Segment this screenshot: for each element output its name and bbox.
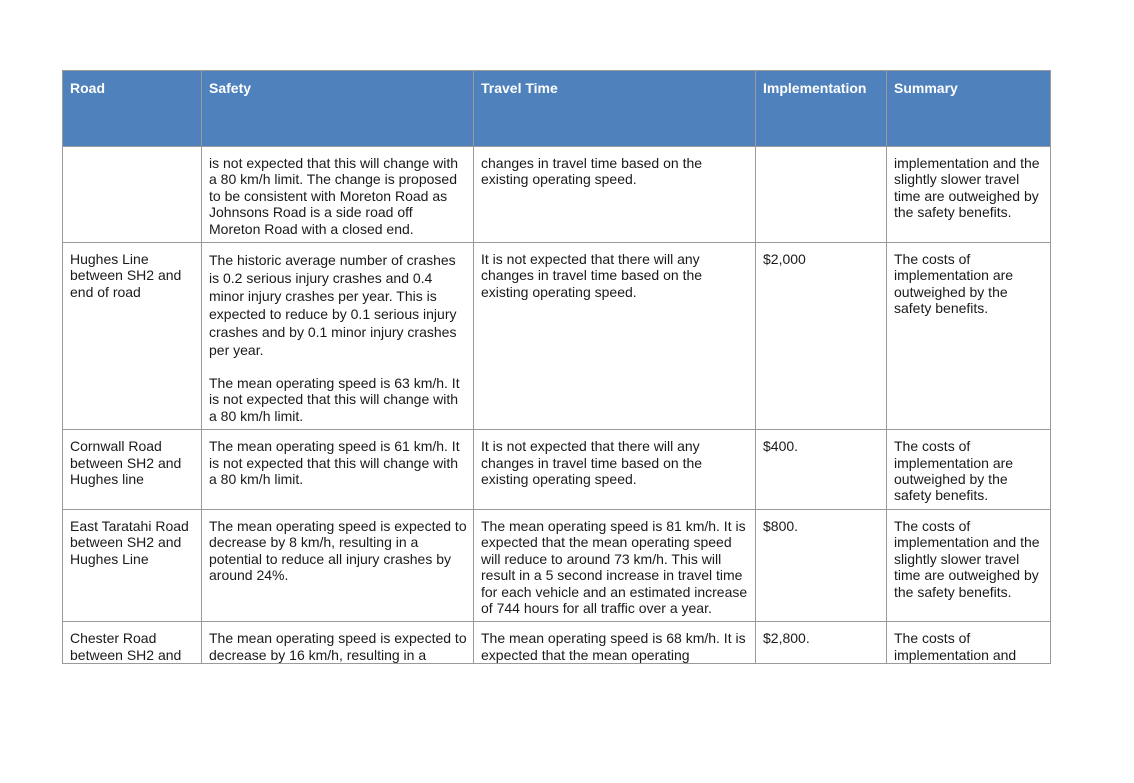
cell-safety: is not expected that this will change with a 80 km/h limit. The change is proposed to be consistent with Moreton Road as Johnsons Road is a side road off Moreton Road with a closed end. <box>202 147 474 243</box>
cell-travel-time: The mean operating speed is 68 km/h. It is expected that the mean operating <box>474 622 756 664</box>
speed-limit-assessment-table <box>62 70 1051 664</box>
table-row <box>63 622 1051 664</box>
header-row <box>63 71 1051 147</box>
cell-road: Cornwall Road between SH2 and Hughes line <box>63 430 202 510</box>
cell-travel-time: It is not expected that there will any changes in travel time based on the existing operating speed. <box>474 243 756 430</box>
header-road: Road <box>63 71 202 147</box>
cell-summary: The costs of implementation and <box>887 622 1051 664</box>
table-row <box>63 147 1051 243</box>
cell-travel-time: The mean operating speed is 81 km/h. It is expected that the mean operating speed will reduce to around 73 km/h. This will result in a 5 second increase in travel time for each vehicle and an estimated increase of 744 hours for all traffic over a year. <box>474 509 756 621</box>
cell-safety: The mean operating speed is 61 km/h. It is not expected that this will change with a 80 km/h limit. <box>202 430 474 510</box>
cell-summary: implementation and the slightly slower travel time are outweighed by the safety benefits. <box>887 147 1051 243</box>
cell-travel-time: changes in travel time based on the existing operating speed. <box>474 147 756 243</box>
cell-summary: The costs of implementation are outweighed by the safety benefits. <box>887 430 1051 510</box>
cell-road: East Taratahi Road between SH2 and Hughes Line <box>63 509 202 621</box>
cell-implementation: $2,000 <box>756 243 887 430</box>
cell-implementation <box>756 147 887 243</box>
safety-paragraph: The mean operating speed is 63 km/h. It is not expected that this will change with a 80 km/h limit. <box>209 375 460 424</box>
cell-travel-time: It is not expected that there will any changes in travel time based on the existing operating speed. <box>474 430 756 510</box>
header-safety: Safety <box>202 71 474 147</box>
cell-road: Hughes Line between SH2 and end of road <box>63 243 202 430</box>
table-row <box>63 509 1051 621</box>
header-summary: Summary <box>887 71 1051 147</box>
cell-implementation: $400. <box>756 430 887 510</box>
table-row <box>63 430 1051 510</box>
cell-summary: The costs of implementation and the slightly slower travel time are outweighed by the safety benefits. <box>887 509 1051 621</box>
cell-safety: The mean operating speed is expected to decrease by 8 km/h, resulting in a potential to reduce all injury crashes by around 24%. <box>202 509 474 621</box>
cell-safety <box>202 243 474 430</box>
cell-safety: The mean operating speed is expected to decrease by 16 km/h, resulting in a <box>202 622 474 664</box>
cell-summary: The costs of implementation are outweighed by the safety benefits. <box>887 243 1051 430</box>
safety-paragraph: The historic average number of crashes is 0.2 serious injury crashes and 0.4 minor injury crashes per year. This is expected to reduce by 0.1 serious injury crashes and by 0.1 minor injury crashes per year. <box>209 252 457 359</box>
cell-implementation: $2,800. <box>756 622 887 664</box>
header-travel-time: Travel Time <box>474 71 756 147</box>
table-row <box>63 243 1051 430</box>
header-implementation: Implementation <box>756 71 887 147</box>
cell-implementation: $800. <box>756 509 887 621</box>
cell-road: Chester Road between SH2 and <box>63 622 202 664</box>
cell-road <box>63 147 202 243</box>
